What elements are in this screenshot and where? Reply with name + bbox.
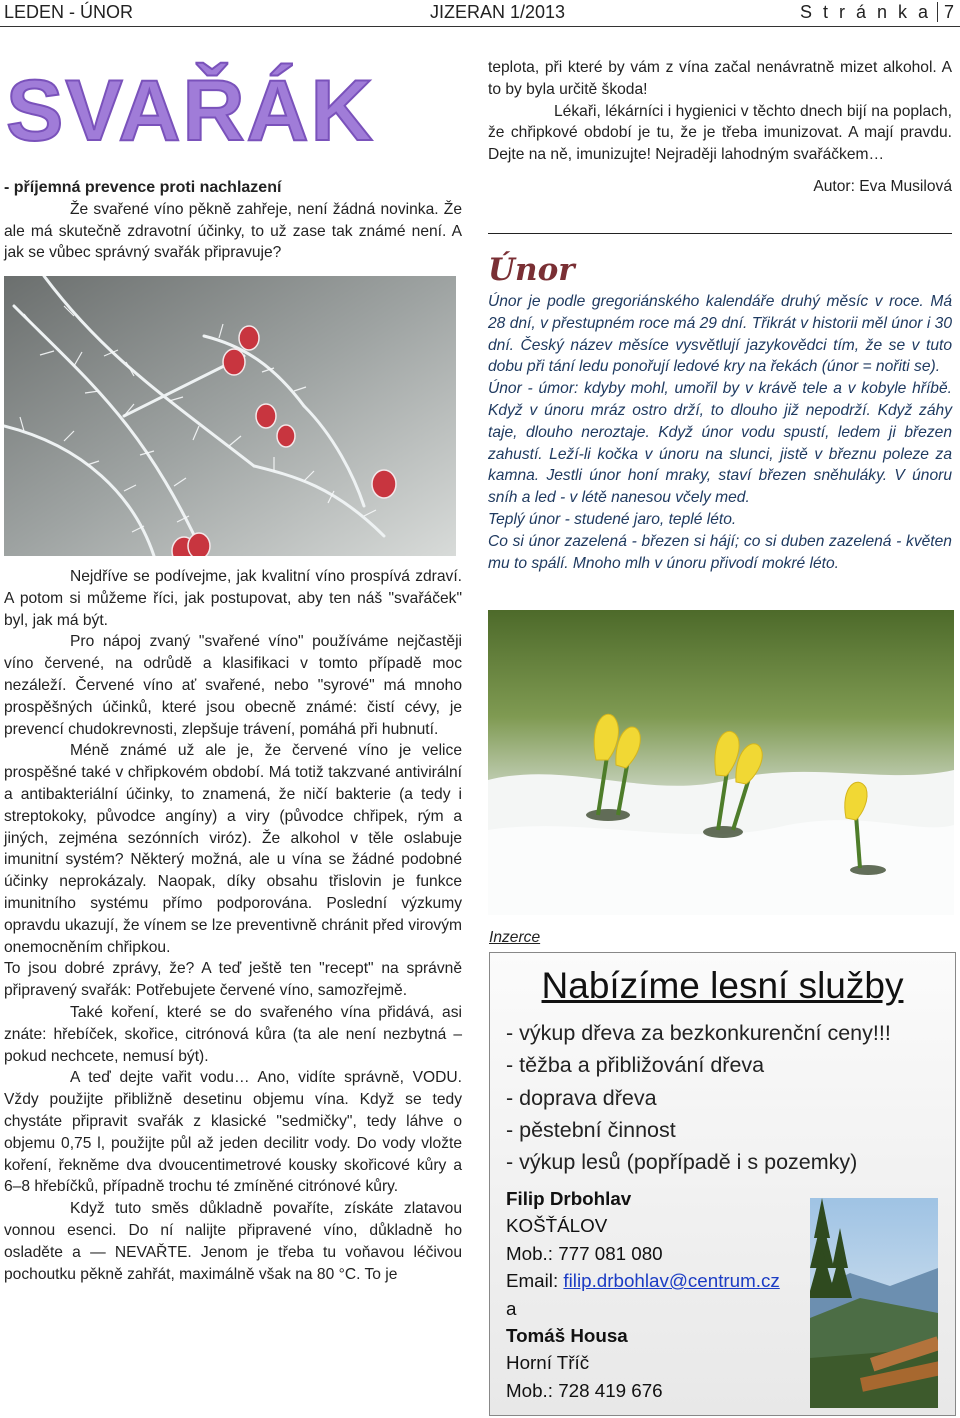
unor-paragraph: Únor - úmor: kdyby mohl, umořil by v krávě tele a v kobyle hříbě. Když v únoru mráz ostro drží, to dlouho již nepodrží. Když záhy taje, dlouho neroztaje. Když únor vodu spustí, ledem ji březen zahustí. Leží-li kočka v únoru na slunci, jistě v březnu poleze za kamna. Jestli únor honí mraky, staví březen sněhuláky. V únoru sníh a led - v létě nanesou včely med.	[488, 380, 952, 507]
ad-contacts	[506, 1185, 780, 1404]
contact-phone: Mob.: 728 419 676	[506, 1379, 663, 1401]
unor-paragraph: Co si únor zazelená - březen si hájí; co si duben zazelená - květen mu to spálí. Mnoho mlh v únoru přivodí mokré léto.	[488, 532, 952, 572]
contact-name: Tomáš Housa	[506, 1325, 628, 1347]
contact-email-link[interactable]: filip.drbohlav@centrum.cz	[563, 1270, 780, 1292]
forest-landscape-photo	[810, 1198, 938, 1408]
frozen-rosehip-illustration	[4, 276, 456, 556]
ad-service-item: - pěstební činnost	[506, 1117, 676, 1142]
contact-place: KOŠŤÁLOV	[506, 1215, 608, 1237]
ad-service-item: - výkup lesů (popřípadě i s pozemky)	[506, 1150, 858, 1175]
article-paragraph: To jsou dobré zprávy, že? A teď ještě ten "recept" na správně připravený svařák: Potřebujete červené víno, samozřejmě.	[4, 960, 462, 1000]
article-intro-text: Že svařené víno pěkně zahřeje, není žádná novinka. Že ale má skutečně zdravotní účinky, to už zase tak známé není. A jak se vůbec správný svařák připravuje?	[4, 200, 462, 262]
article-paragraph: Nejdříve se podívejme, jak kvalitní víno prospívá zdraví. A potom si můžeme říci, jak postupovat, aby ten náš "svařáček" byl, jak má být.	[4, 568, 462, 629]
crocus-in-snow-illustration	[488, 610, 954, 915]
contact-phone: Mob.: 777 081 080	[506, 1242, 663, 1264]
section-divider	[488, 233, 952, 234]
article-title: SVAŘÁK	[6, 63, 375, 159]
header-page-label	[800, 2, 954, 23]
contact-place: Horní Tříč	[506, 1352, 590, 1374]
article-author: Autor: Eva Musilová	[813, 177, 952, 195]
crocus-in-snow-photo	[488, 610, 954, 915]
article-paragraph: Když tuto směs důkladně povaříte, získáte zlatavou vonnou esenci. Do ní nalijte připravené víno, důkladně ho osladěte a — NEVAŘTE. Jenom je třeba tu voňavou léčivou pochoutku pěkně zahřát, maximálně však na 80 °C. To je	[4, 1200, 462, 1283]
article-body	[4, 566, 462, 1285]
contact-email-line	[506, 1267, 780, 1294]
unor-paragraph: Únor je podle gregoriánského kalendáře druhý měsíc v roce. Má 28 dní, v přestupném roce má 29 dní. Třikrát v historii měl únor i 30 dní. Český název měsíce vysvětlují jazykovědci tím, že se v tuto dobu při tání ledu ponořují ledové kry na řekách (únor = nořiti se).	[488, 293, 952, 376]
article-intro	[4, 177, 462, 264]
article-paragraph: Méně známé už ale je, že červené víno je velice prospěšné také v chřipkovém období. Má totiž takzvané antivirální a antibakteriální účinky, to znamená, že ničí bakterie (a tedy i streptokoky, původce angíny) a viry (původce chřipek, rým a jiných, zejména sezónních viróz). Že alkohol v těle oslabuje imunitní systém? Některý možná, ale u vína se žádné podobné účinky neprokázaly. Naopak, díky obsahu třislovin je funkce imunitního systému přímo podporována. Poslední výzkumy opravdu ukazují, že vínem se lze preventivně chránit před virovým onemocněním chřipkou.	[4, 742, 462, 956]
ad-title: Nabízíme lesní služby	[541, 965, 904, 1006]
article-paragraph: teplota, při které by vám z vína začal nenávratně mizet alkohol. A to by byla určitě škoda!	[488, 59, 952, 98]
forest-services-ad	[489, 952, 956, 1416]
article-paragraph: A teď dejte vařit vodu… Ano, vidíte správně, VODU. Vždy použijte přibližně desetinu objemu vína. Když se tedy chystáte připravit svařák z klasické "sedmičky", tedy láhve o objemu 0,75 l, použijte půl až jeden decilitr vody. Do vody vložte koření, řekněme dva dvoucentimetrové kousky skořicové kůry a 6–8 hřebíčků, případně trochu té zmíněné citrónové kůry.	[4, 1069, 462, 1196]
contact-conjunction: a	[506, 1297, 517, 1319]
ad-service-item: - doprava dřeva	[506, 1085, 657, 1110]
ad-service-item: - těžba a přibližování dřeva	[506, 1053, 765, 1078]
ad-service-item: - výkup dřeva za bezkonkurenční ceny!!!	[506, 1021, 891, 1045]
article-paragraph: Také koření, které se do svařeného vína přidává, asi znáte: hřebíček, skořice, citrónová kůra (ta ale není nezbytná – pokud nechcete, nemusí být).	[4, 1003, 462, 1065]
ad-section-label: Inzerce	[489, 929, 541, 946]
ad-service-list	[506, 1017, 891, 1178]
article-paragraph: Pro nápoj zvaný "svařené víno" používáme nejčastěji víno červené, na odrůdě a klasifikaci v tomto případě moc nezáleží. Červené víno ať svařené, nebo "syrové" má mnoho prospěšných účinků, které jsou obecně známé: čistí cévy, je prevencí chudokrevnosti, zlepšuje trávení, pomáhá při hubnutí.	[4, 633, 462, 738]
unor-text	[488, 291, 952, 574]
header-issue-months: LEDEN - ÚNOR	[4, 2, 134, 22]
unor-paragraph: Teplý únor - studené jaro, teplé léto.	[488, 510, 737, 528]
unor-title: Únor	[488, 252, 575, 288]
article-paragraph: Lékaři, lékárníci i hygienici v těchto dnech bijí na poplach, že chřipkové období je tu, že je třeba imunizovat. A mají pravdu. Dejte na ně, imunizujte! Nejraději lahodným svařáčkem…	[488, 102, 952, 164]
header-publication: JIZERAN 1/2013	[430, 2, 566, 22]
page-header	[0, 0, 960, 26]
header-page-number: 7	[937, 2, 954, 22]
header-divider	[0, 26, 960, 27]
article-subtitle: - příjemná prevence proti nachlazení	[4, 179, 282, 196]
contact-email-label: Email:	[506, 1270, 559, 1292]
contact-name: Filip Drbohlav	[506, 1188, 632, 1209]
frozen-rosehip-photo	[4, 276, 456, 556]
article-continuation	[488, 57, 952, 198]
header-page-word: S t r á n k a	[799, 2, 931, 22]
forest-landscape-illustration	[810, 1198, 938, 1408]
